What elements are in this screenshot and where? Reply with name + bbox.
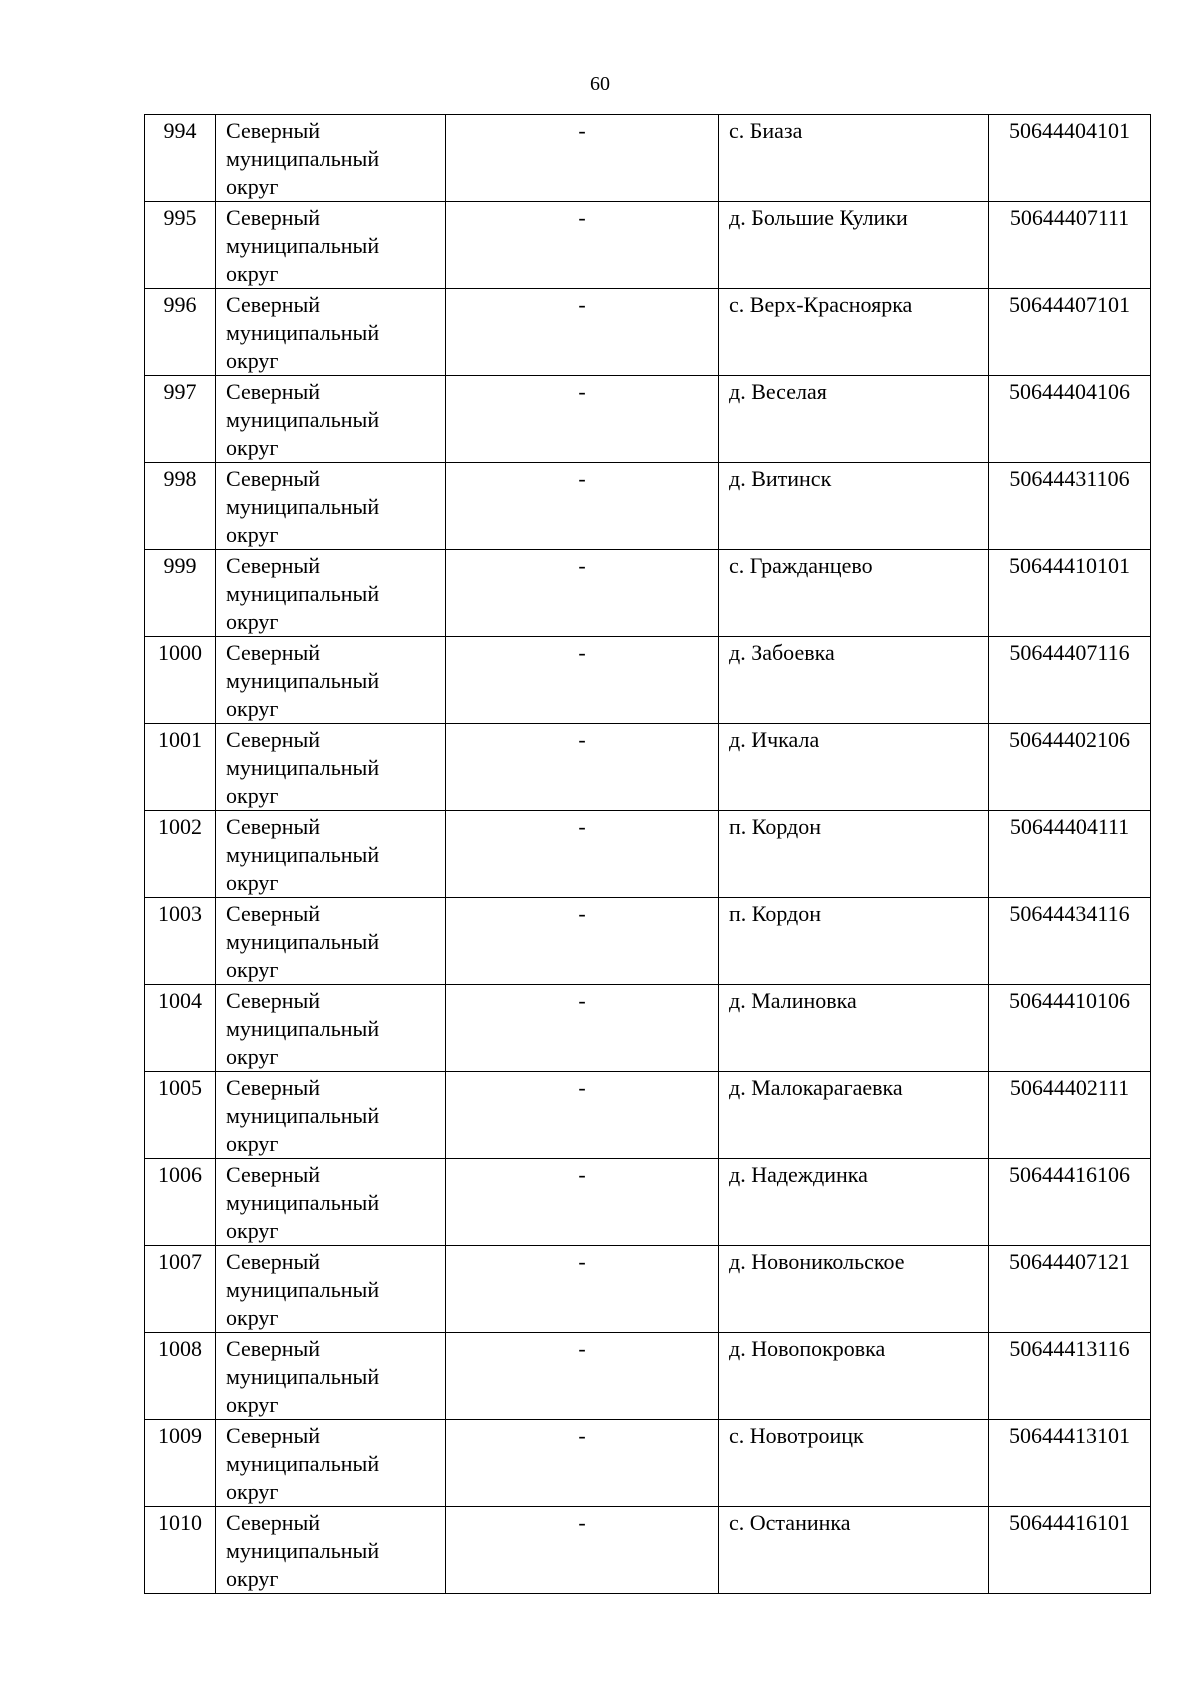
oktmo-code-cell: 50644407116 <box>989 637 1151 724</box>
district-line: Северный <box>226 1249 321 1274</box>
row-number-cell: 997 <box>145 376 216 463</box>
locality-name-cell: с. Верх-Красноярка <box>719 289 989 376</box>
table-row <box>145 1333 1151 1420</box>
settlement-cell: - <box>446 115 719 202</box>
table-row <box>145 985 1151 1072</box>
district-line: Северный <box>226 466 321 491</box>
locality-name-cell: д. Ичкала <box>719 724 989 811</box>
locality-name-cell: с. Гражданцево <box>719 550 989 637</box>
district-cell <box>216 724 446 811</box>
settlement-cell: - <box>446 1420 719 1507</box>
district-line: округ <box>226 1131 279 1156</box>
district-line: муниципальный <box>226 233 380 258</box>
district-line: округ <box>226 522 279 547</box>
district-line: округ <box>226 783 279 808</box>
table-row <box>145 202 1151 289</box>
row-number-cell: 1009 <box>145 1420 216 1507</box>
row-number-cell: 1007 <box>145 1246 216 1333</box>
oktmo-code-cell: 50644407101 <box>989 289 1151 376</box>
locality-name-cell: с. Новотроицк <box>719 1420 989 1507</box>
locality-name-cell: д. Новопокровка <box>719 1333 989 1420</box>
district-line: округ <box>226 348 279 373</box>
locality-name-cell: д. Забоевка <box>719 637 989 724</box>
district-line: муниципальный <box>226 407 380 432</box>
settlement-cell: - <box>446 550 719 637</box>
district-line: муниципальный <box>226 146 380 171</box>
district-line: Северный <box>226 727 321 752</box>
locality-name-cell: п. Кордон <box>719 811 989 898</box>
district-line: Северный <box>226 1423 321 1448</box>
oktmo-code-cell: 50644402106 <box>989 724 1151 811</box>
settlement-cell: - <box>446 985 719 1072</box>
oktmo-code-cell: 50644410106 <box>989 985 1151 1072</box>
table-row <box>145 115 1151 202</box>
table-row <box>145 1072 1151 1159</box>
oktmo-code-cell: 50644404111 <box>989 811 1151 898</box>
locality-name-cell: д. Веселая <box>719 376 989 463</box>
district-cell <box>216 637 446 724</box>
row-number-cell: 1006 <box>145 1159 216 1246</box>
district-line: Северный <box>226 901 321 926</box>
locality-name-cell: с. Останинка <box>719 1507 989 1594</box>
district-line: Северный <box>226 118 321 143</box>
row-number-cell: 995 <box>145 202 216 289</box>
locality-name-cell: с. Биаза <box>719 115 989 202</box>
locality-name-cell: д. Витинск <box>719 463 989 550</box>
district-line: Северный <box>226 1075 321 1100</box>
district-cell <box>216 1159 446 1246</box>
row-number-cell: 1002 <box>145 811 216 898</box>
row-number-cell: 1001 <box>145 724 216 811</box>
district-line: Северный <box>226 1162 321 1187</box>
oktmo-code-cell: 50644413116 <box>989 1333 1151 1420</box>
row-number-cell: 1004 <box>145 985 216 1072</box>
table-row <box>145 724 1151 811</box>
district-line: округ <box>226 609 279 634</box>
settlement-cell: - <box>446 463 719 550</box>
district-line: муниципальный <box>226 1538 380 1563</box>
oktmo-code-cell: 50644402111 <box>989 1072 1151 1159</box>
district-line: Северный <box>226 814 321 839</box>
locality-name-cell: д. Новоникольское <box>719 1246 989 1333</box>
table-row <box>145 463 1151 550</box>
district-cell <box>216 898 446 985</box>
table-row <box>145 550 1151 637</box>
settlement-cell: - <box>446 724 719 811</box>
district-line: Северный <box>226 988 321 1013</box>
table-row <box>145 1159 1151 1246</box>
district-line: муниципальный <box>226 929 380 954</box>
district-line: муниципальный <box>226 581 380 606</box>
district-line: округ <box>226 435 279 460</box>
settlement-cell: - <box>446 289 719 376</box>
settlement-cell: - <box>446 811 719 898</box>
oktmo-code-cell: 50644407111 <box>989 202 1151 289</box>
table-row <box>145 1420 1151 1507</box>
table-row <box>145 1507 1151 1594</box>
oktmo-code-cell: 50644410101 <box>989 550 1151 637</box>
locality-name-cell: п. Кордон <box>719 898 989 985</box>
district-line: округ <box>226 1479 279 1504</box>
row-number-cell: 1005 <box>145 1072 216 1159</box>
oktmo-code-cell: 50644431106 <box>989 463 1151 550</box>
district-cell <box>216 550 446 637</box>
table-row <box>145 1246 1151 1333</box>
district-line: муниципальный <box>226 1190 380 1215</box>
district-line: муниципальный <box>226 1364 380 1389</box>
district-line: муниципальный <box>226 1277 380 1302</box>
district-line: муниципальный <box>226 842 380 867</box>
district-line: муниципальный <box>226 668 380 693</box>
row-number-cell: 1003 <box>145 898 216 985</box>
oktmo-code-cell: 50644416106 <box>989 1159 1151 1246</box>
district-cell <box>216 202 446 289</box>
row-number-cell: 1000 <box>145 637 216 724</box>
district-line: Северный <box>226 205 321 230</box>
settlement-cell: - <box>446 898 719 985</box>
district-line: муниципальный <box>226 1103 380 1128</box>
district-cell <box>216 1333 446 1420</box>
district-line: округ <box>226 696 279 721</box>
district-line: муниципальный <box>226 1016 380 1041</box>
district-line: Северный <box>226 553 321 578</box>
row-number-cell: 999 <box>145 550 216 637</box>
district-line: округ <box>226 1218 279 1243</box>
settlement-cell: - <box>446 1507 719 1594</box>
locality-name-cell: д. Малокарагаевка <box>719 1072 989 1159</box>
district-line: округ <box>226 957 279 982</box>
district-cell <box>216 1072 446 1159</box>
table-row <box>145 289 1151 376</box>
row-number-cell: 998 <box>145 463 216 550</box>
table-row <box>145 637 1151 724</box>
district-line: Северный <box>226 640 321 665</box>
oktmo-code-cell: 50644416101 <box>989 1507 1151 1594</box>
district-line: округ <box>226 1392 279 1417</box>
locality-name-cell: д. Малиновка <box>719 985 989 1072</box>
district-line: муниципальный <box>226 755 380 780</box>
district-line: муниципальный <box>226 494 380 519</box>
settlement-cell: - <box>446 1072 719 1159</box>
district-line: Северный <box>226 379 321 404</box>
row-number-cell: 994 <box>145 115 216 202</box>
settlement-registry-table <box>144 114 1151 1594</box>
district-line: Северный <box>226 1510 321 1535</box>
oktmo-code-cell: 50644404106 <box>989 376 1151 463</box>
table-row <box>145 898 1151 985</box>
district-line: округ <box>226 1566 279 1591</box>
district-line: округ <box>226 870 279 895</box>
district-line: округ <box>226 174 279 199</box>
district-cell <box>216 376 446 463</box>
oktmo-code-cell: 50644404101 <box>989 115 1151 202</box>
district-cell <box>216 1246 446 1333</box>
district-line: округ <box>226 1044 279 1069</box>
district-cell <box>216 811 446 898</box>
district-cell <box>216 1507 446 1594</box>
district-line: муниципальный <box>226 320 380 345</box>
oktmo-code-cell: 50644434116 <box>989 898 1151 985</box>
district-cell <box>216 463 446 550</box>
district-cell <box>216 1420 446 1507</box>
settlement-cell: - <box>446 1246 719 1333</box>
district-line: Северный <box>226 1336 321 1361</box>
district-cell <box>216 985 446 1072</box>
row-number-cell: 1010 <box>145 1507 216 1594</box>
settlement-cell: - <box>446 1159 719 1246</box>
district-line: округ <box>226 261 279 286</box>
settlement-cell: - <box>446 1333 719 1420</box>
row-number-cell: 1008 <box>145 1333 216 1420</box>
table-body <box>145 115 1151 1594</box>
district-line: муниципальный <box>226 1451 380 1476</box>
settlement-cell: - <box>446 376 719 463</box>
district-line: округ <box>226 1305 279 1330</box>
oktmo-code-cell: 50644413101 <box>989 1420 1151 1507</box>
page-number: 60 <box>590 73 610 95</box>
settlement-cell: - <box>446 637 719 724</box>
settlement-cell: - <box>446 202 719 289</box>
table-row <box>145 811 1151 898</box>
locality-name-cell: д. Большие Кулики <box>719 202 989 289</box>
oktmo-code-cell: 50644407121 <box>989 1246 1151 1333</box>
row-number-cell: 996 <box>145 289 216 376</box>
locality-name-cell: д. Надеждинка <box>719 1159 989 1246</box>
table-row <box>145 376 1151 463</box>
district-line: Северный <box>226 292 321 317</box>
district-cell <box>216 289 446 376</box>
district-cell <box>216 115 446 202</box>
